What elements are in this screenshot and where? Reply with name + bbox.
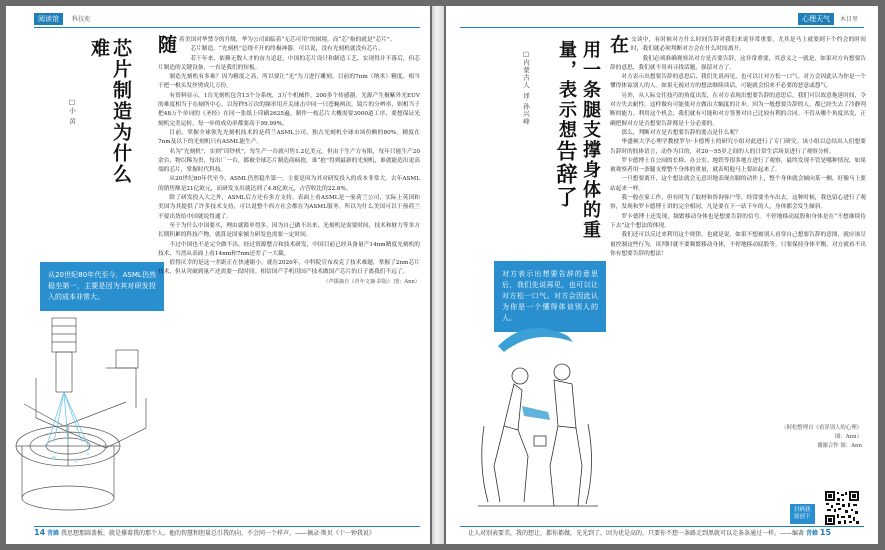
right-header-rule <box>460 27 864 28</box>
left-para-2: 芯片制造，“光刻机”总绕不开的终极神器。可以说，没有光刻机就没有芯片。 <box>190 46 384 53</box>
right-title-text: 用一条腿支撑身体的重量，表示想告辞了 <box>554 40 601 240</box>
left-article-title <box>88 38 132 198</box>
right-header-sub: 木目里 <box>839 16 858 23</box>
person-right-body <box>554 380 576 428</box>
lithography-machine-illustration <box>6 308 166 528</box>
book-spine <box>432 6 444 544</box>
right-para-1: 交谈中，有时候对方什么时间告辞对我们来说非常重要。尤其是马上就要到下个约会的时间时，我们就必须判断对方会在什么时间离开。 <box>631 37 866 53</box>
right-page-number: 15 <box>819 528 832 537</box>
right-pull-quote: 对方表示出想要告辞的意思后，我们先说再见，也可以让对方松一口气。对方会因此认为你是一个懂得体谅别人的人。 <box>494 261 606 332</box>
right-dropcap: 在 <box>610 34 630 56</box>
right-para-6: 华盛顿大学心理学教授罗尔·卡德博士的研究小组对此进行了专门研究。该小组以总结出人们想要告辞时的肢体语言，动作为目的，对20～55岁之间的人的日常生活场景进行了观察分析。 <box>610 139 866 155</box>
right-author: □内蒙古人 译·孙兴峰 <box>522 50 530 126</box>
lens-column-body <box>56 352 72 392</box>
right-para-9: 我一般在家工作，但有时为了取材和咨询客户等，经常要坐车出去。这种时候，我也留心进行了观察，发现和罗卡德博士讲的完全相同。凡是要在下一站下车的人，身体都会发生倾斜。 <box>610 195 866 211</box>
left-footer-quote: 我思想那圆盖板，就是撑着我的那个人。他的智慧和胆量总引我的向，不会同一个样声。——摘录·斯贝《十一钟我说》 <box>61 530 375 537</box>
left-dropcap: 随 <box>158 34 178 56</box>
left-header-rule <box>34 27 420 28</box>
left-footer <box>34 528 375 537</box>
left-para-5: 有资料显示，1台光刻机包含13个分系统，3万个机械件，200多个传感器。光源产生极紫外光EUV的难度相当于在厕所中心，以每秒5万次的频率用开关球击中同一只苍蝇两次。镜片的分辨率，则相当于把48万个单词的《圣经》在同一张纸上印刷2625遍。制作一枚芯片大概需要3000道工序，要想保证光刻机完美运转，每一步的成功率都要高于99.99%。 <box>158 92 420 127</box>
left-pull-quote: 从20世纪80年代至今，ASML仍然稳坐第一，主要是因为其对研发投入的成本非常大。 <box>40 262 164 311</box>
right-footer-quote: 让人对别表要美，我的想让，都你都做，光光到了，因为优是高的，只要你不想一条路走到黑就可以走条条通过一样。——编著 <box>468 530 805 537</box>
left-article-body <box>158 36 420 287</box>
right-para-5: 那么，判断对方是否想要告辞的要点是什么呢？ <box>621 129 741 136</box>
right-credit-3: 谢谢合作 图：Ann <box>817 443 862 449</box>
right-para-11: 我们还可以反过来利用这个规律。也就是说，如果不想被别人看穿自己想要告辞的意图，就应该尽量控制这些行为，谈判时就不要频繁移动身体，不停地移动屁股等。只要保持身体平衡，对方就看不出你有想要告辞的想法！ <box>610 232 866 257</box>
qr-label-line-2: 原创下 <box>794 514 811 520</box>
people-seated-illustration <box>458 306 608 521</box>
machine-frame <box>36 378 146 448</box>
left-footer-rule <box>34 526 420 527</box>
right-para-8: 一旦想要离开，这个想法就会无意识地表现在脚的动作上，整个身体就会倾向某一侧，好像马上要站起来一样。 <box>610 176 866 192</box>
person-right-head <box>554 364 570 380</box>
right-para-7: 罗卡德博士在公园的长椅、办公室、地铁等很多地方进行了观察，最终发现不管是哪种情况，如果被观察者用一条腿支撑整个身体的重量，就表明他马上要站起来了。 <box>610 157 866 174</box>
left-para-7: 名为“光刻机”，实则“印钞机”，每生产一台就可售1.2亿美元。但由于生产方有限，每年只能生产20余台，物以稀为贵，每出厂一台，都被全球芯片制造商疯抢。谁“抢”得到最新的光刻机，谁就能造出更高端的芯片，掌握时代科技。 <box>158 148 420 174</box>
left-source: （声援摘自《青年文摘·彩版》 图：Ann） <box>323 278 420 285</box>
left-para-8: 从20世纪80年代至今，ASML仍然稳坐第一，主要是因为其对研发投入的成本非常大。去年ASML的销售额是21亿欧元，而研发支出就达到了4.8亿欧元，占营收比的22.8%。 <box>158 176 420 192</box>
left-page-number: 14 <box>34 528 46 537</box>
left-title-text: 芯片制造为什么难 <box>88 38 132 185</box>
right-para-2: 我们必须准确观察出对方是否要告辞，这非常重要，其意义之一就是，如果对方有想要告辞的意思，我们就不用再寻找话题，强留对方了。 <box>610 55 866 71</box>
qr-label-line-1: 扫码获 <box>794 507 811 513</box>
right-article-body <box>610 36 866 259</box>
left-para-3: 若干年来，依赖无数人才的奋力追赶，中国的芯片设计和制造工艺，实现得并不落后，但芯片制造的关键设备，一直是我们的短板。 <box>158 55 420 71</box>
right-article-title <box>554 40 602 270</box>
speech-arc <box>498 328 573 352</box>
person-left-head <box>512 368 528 384</box>
left-author: □小 黄 <box>68 98 76 126</box>
right-credit-1: （阿松整理自《看穿别人的心理》 <box>781 425 862 431</box>
left-para-11: 不过中国也不是完全做不出，经过资源整合和技术研发，中国目前已经具备量产14nm精度光刻机的技术，当然从表面上看14nm和7nm还差了一大截。 <box>158 241 420 257</box>
left-para-10: 至于为什么中国要买，理由就简单得多，因为自己做不出来，光刻机是需要时间，技术和财力等多方长期积累的科技产物，就算是国家倾力研发也需要一定时间。 <box>158 222 420 239</box>
left-para-6: 目前，掌握全球领先光刻机技术的是荷兰ASML公司，独占光刻机全球市场份额的80%。精度在7nm及以下的光刻机只有ASML能生产。 <box>158 129 420 146</box>
left-header-sub: 科技苑 <box>72 16 91 23</box>
right-header-section: 心理天气 <box>798 13 834 25</box>
left-page <box>6 6 430 544</box>
right-credit-2: 图：Ann） <box>834 434 862 440</box>
left-para-12: 值得庆幸的是这一差距正在快速缩小。就在2020年，中科院宣布攻克了技术难题，掌握了2nm芯片技术，但从突破到量产还需要一段时间。相信国产手机用国产技术做国产芯片的日子离我们不远了。 <box>158 260 420 276</box>
qr-code-icon[interactable] <box>824 490 860 526</box>
left-header-section: 阅读馆 <box>34 13 63 25</box>
left-para-4: 制造光刻机有多难？因为精度之高，所以要让“光”为刀进行雕刻，目前的7nm（纳米）精度，相当于把一根头发丝劈成几万份。 <box>158 74 420 90</box>
right-para-4: 另外，从人际交往技巧的角度出发，在对方表现出想要告辞的意思后，我们可以故意拖延时间，令对方失去耐性。这样做有可能使对方做出大幅度的让步。因为一般想要告辞的人，都已经失去了冷静判断的能力。利用这个机会，我们就有可能和对方签署对自己比较有利的合同。不管从哪个角度出发，正确把握对方是否想要告辞都是十分必要的。 <box>610 92 866 127</box>
left-para-1: 着美国对华禁令的升级，华为公司面临着“无芯可用”的困境。而“芯”指的就是“芯片”。 <box>179 37 396 43</box>
lens-column-top <box>52 318 76 352</box>
right-footer <box>468 528 831 537</box>
person-left-body <box>504 384 522 430</box>
right-para-3: 对方表示出想要告辞的意思后，我们先说再见，也可以让对方松一口气。对方会因此认为你是一个懂得体谅别人的人。如果无视对方的想法继续谈话，可能就会招来不必要的恶意或怨气。 <box>610 74 866 90</box>
right-title-highlight: 告辞了 <box>554 140 578 209</box>
right-footer-rule <box>460 526 864 527</box>
right-footer-mag: 青蜂 <box>805 530 818 537</box>
left-para-9: 除了研发投入大之外，ASML后方还有多方支持。表面上看ASML是一家荷兰公司，实际上英国和美国为其提供了许多技术支持，可以说整个西方社会都在为ASML服务。所以为什么美国可以干预荷兰不要出货给中国就说得通了。 <box>158 195 420 220</box>
right-page <box>446 6 878 544</box>
qr-label <box>790 504 815 524</box>
left-footer-mag: 青蜂 <box>47 530 60 537</box>
right-para-10: 罗卡德博士还发现，频繁移动身体也是想要告辞的信号。不停地移动屁股和身体是在“不想继续待下去”这个想法的体现。 <box>610 213 866 229</box>
right-credits <box>722 424 862 451</box>
